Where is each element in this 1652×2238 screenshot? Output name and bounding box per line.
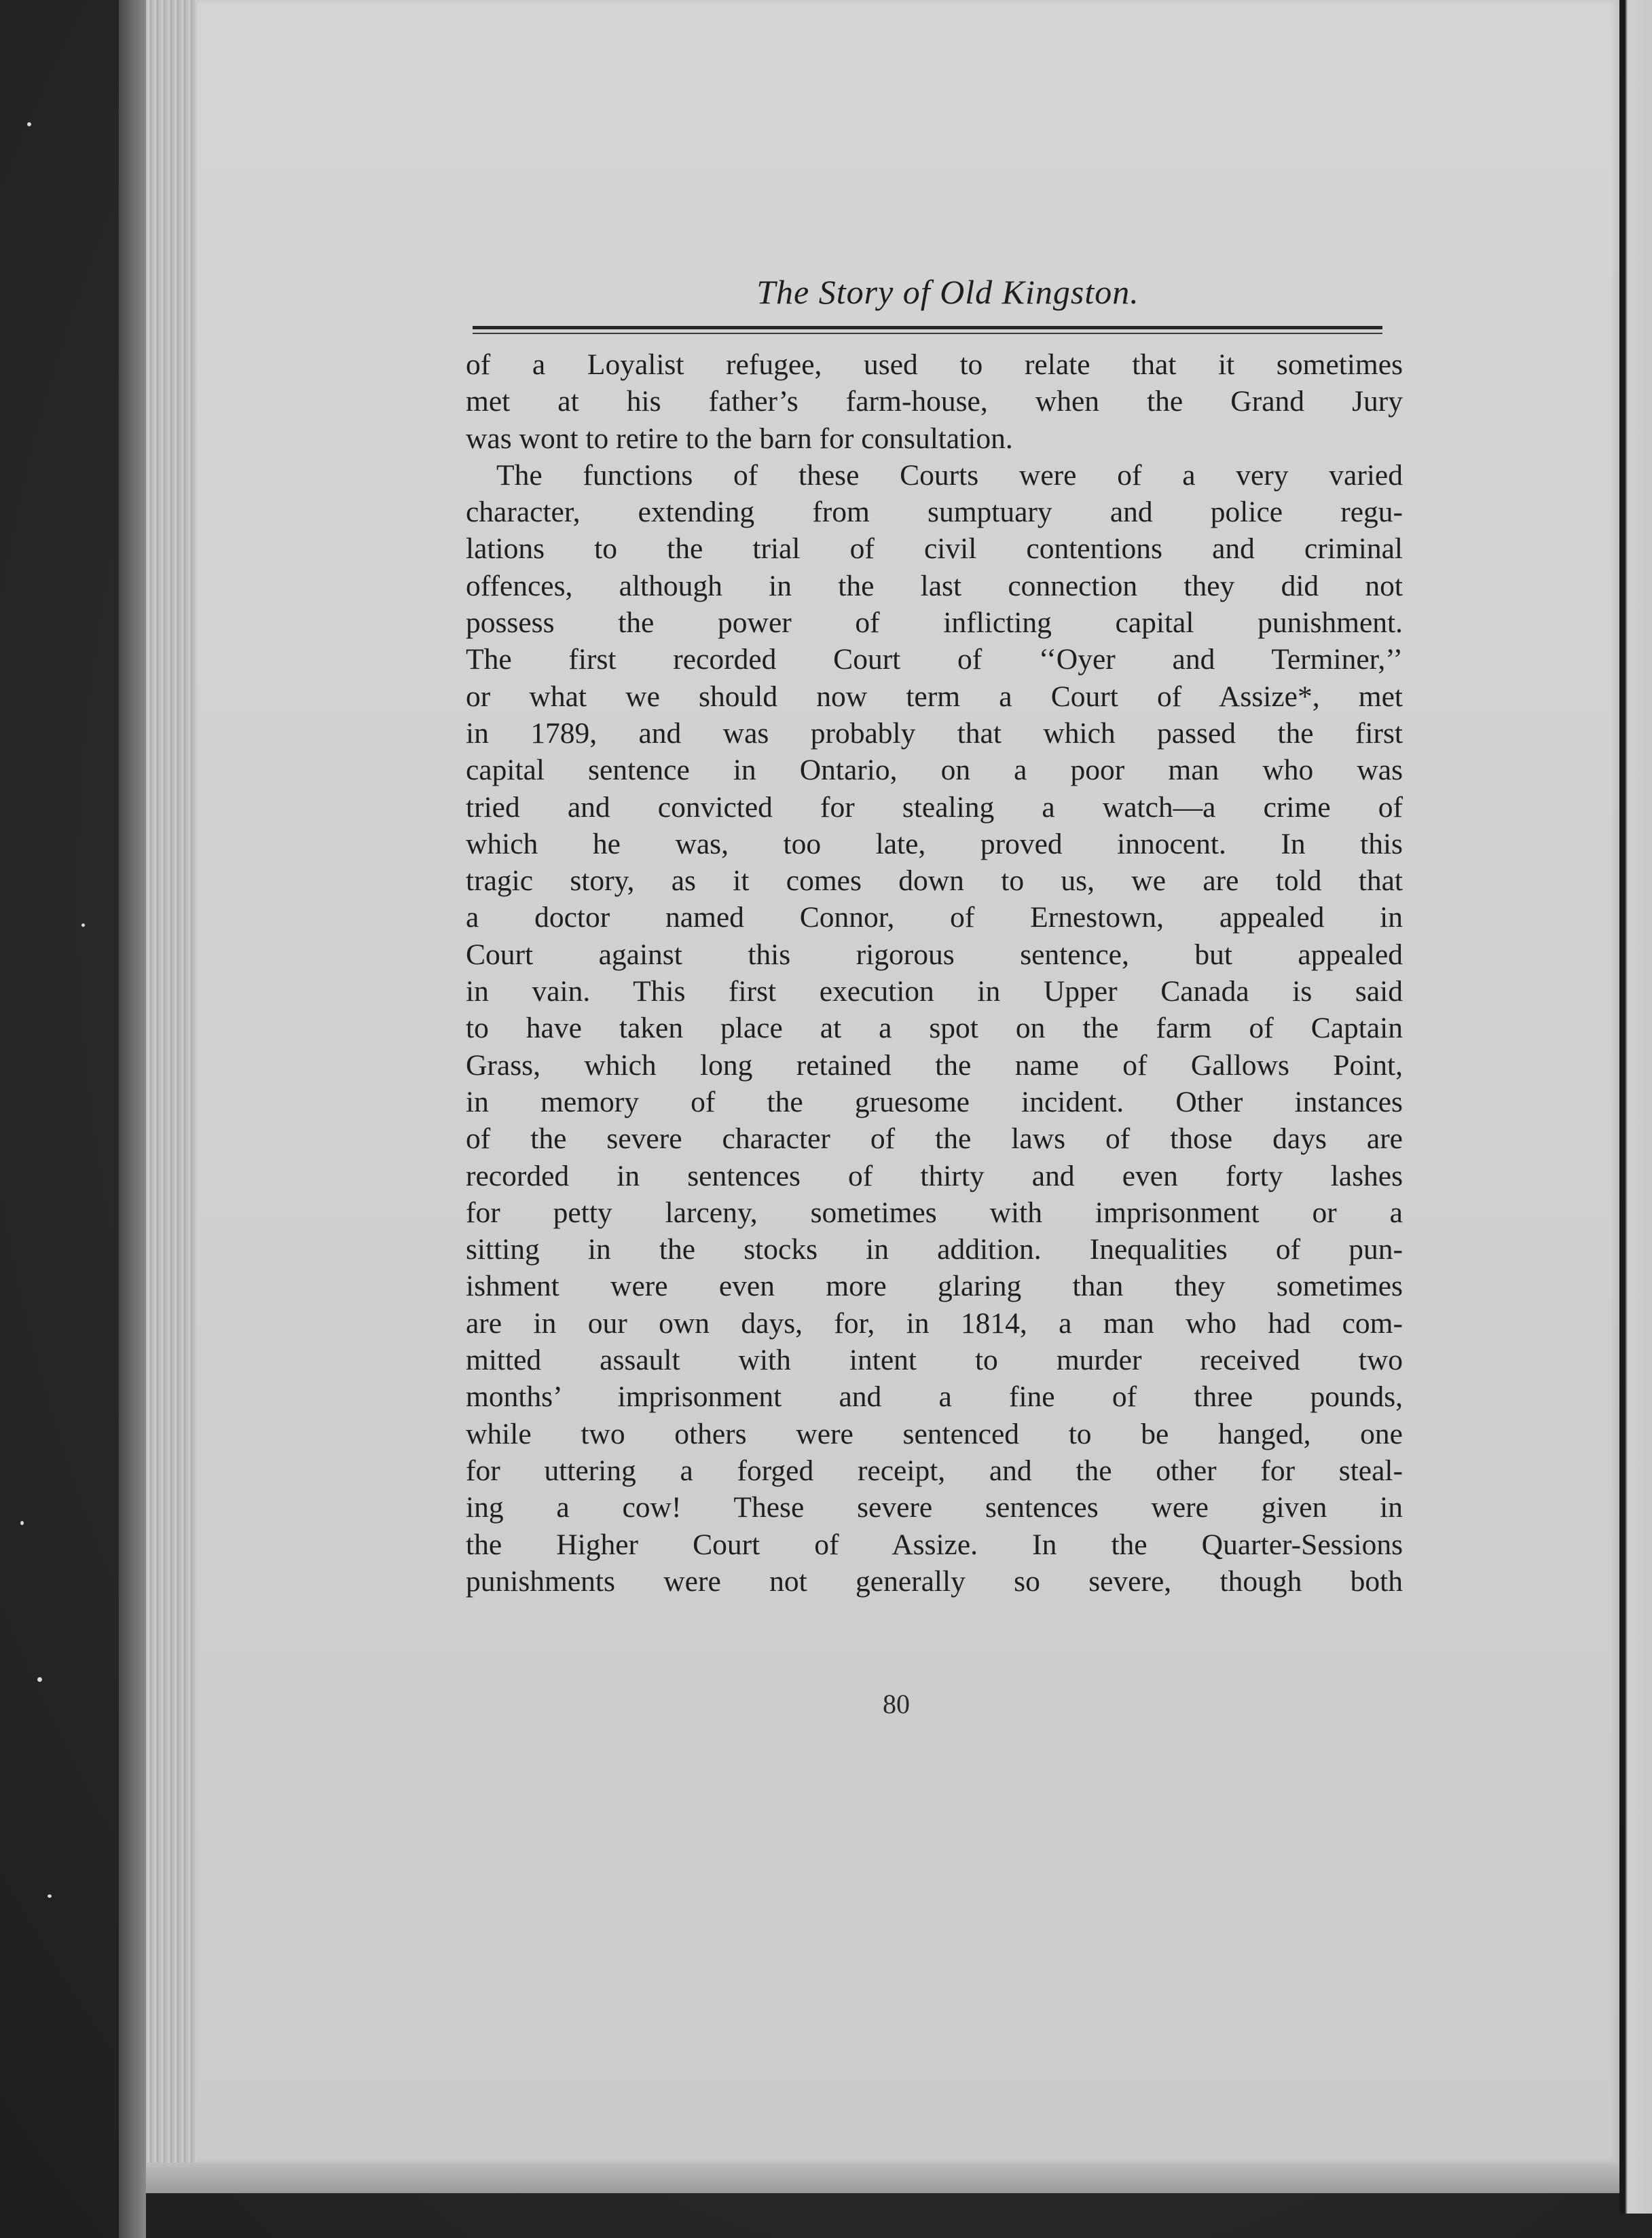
dust-speck xyxy=(37,1677,42,1682)
text-line: the Higher Court of Assize. In the Quarter-Sessions xyxy=(466,1528,1403,1561)
text-line: Court against this rigorous sentence, but appealed xyxy=(466,938,1403,971)
text-line: was wont to retire to the barn for consultation. xyxy=(466,422,1013,455)
text-line: Grass, which long retained the name of Gallows Point, xyxy=(466,1048,1403,1082)
text-line: a doctor named Connor, of Ernestown, appealed in xyxy=(466,901,1403,934)
text-line: offences, although in the last connection they did not xyxy=(466,569,1403,602)
text-line: in memory of the gruesome incident. Other instances xyxy=(466,1085,1403,1118)
body-text xyxy=(466,346,1403,1600)
text-line: ishment were even more glaring than they sometimes xyxy=(466,1270,1403,1303)
text-line: mitted assault with intent to murder received two xyxy=(466,1344,1403,1377)
text-line: met at his father’s farm-house, when the Grand Jury xyxy=(466,385,1403,418)
binding-shadow xyxy=(119,0,146,2238)
header-rule-thin xyxy=(473,333,1382,334)
text-line: lations to the trial of civil contentions and criminal xyxy=(466,532,1403,566)
text-line: The first recorded Court of ‘‘Oyer and Terminer,’’ xyxy=(466,643,1403,676)
text-line: sitting in the stocks in addition. Inequalities of pun- xyxy=(466,1233,1403,1266)
page-edge-stack xyxy=(146,0,198,2193)
text-line: The functions of these Courts were of a very varied xyxy=(496,458,1403,492)
header-rule-thick xyxy=(473,326,1382,329)
text-line: while two others were sentenced to be hanged, one xyxy=(466,1417,1403,1450)
running-head: The Story of Old Kingston. xyxy=(756,273,1139,311)
text-line: of a Loyalist refugee, used to relate that it sometimes xyxy=(466,348,1403,381)
text-line: which he was, too late, proved innocent. In this xyxy=(466,827,1403,860)
dust-speck xyxy=(20,1521,24,1525)
text-line: for petty larceny, sometimes with imprisonment or a xyxy=(466,1196,1403,1229)
dust-speck xyxy=(81,923,85,927)
text-line: tragic story, as it comes down to us, we are told that xyxy=(466,864,1403,898)
dust-speck xyxy=(27,122,31,126)
text-line: recorded in sentences of thirty and even forty lashes xyxy=(466,1159,1403,1192)
text-line: or what we should now term a Court of Assize*, met xyxy=(466,680,1403,713)
page-number: 80 xyxy=(883,1689,910,1719)
text-line: possess the power of inflicting capital punishment. xyxy=(466,606,1403,640)
text-line: months’ imprisonment and a fine of three pounds, xyxy=(466,1380,1403,1414)
text-line: of the severe character of the laws of those days are xyxy=(466,1122,1403,1156)
text-line: in vain. This first execution in Upper Canada is said xyxy=(466,975,1403,1008)
text-line: punishments were not generally so severe, though both xyxy=(466,1564,1403,1598)
text-line: are in our own days, for, in 1814, a man who had com- xyxy=(466,1306,1403,1340)
text-line: for uttering a forged receipt, and the other for steal- xyxy=(466,1454,1403,1487)
text-line: capital sentence in Ontario, on a poor man who was xyxy=(466,754,1403,787)
text-line: ing a cow! These severe sentences were given in xyxy=(466,1491,1403,1524)
text-line: tried and convicted for stealing a watch—a crime of xyxy=(466,790,1403,824)
dust-speck xyxy=(48,1894,52,1898)
text-line: character, extending from sumptuary and police regu- xyxy=(466,496,1403,529)
text-line: to have taken place at a spot on the farm of Captain xyxy=(466,1012,1403,1045)
page-bottom-edge xyxy=(146,2163,1619,2193)
text-block xyxy=(466,272,1403,1600)
facing-page-edge xyxy=(1619,0,1652,2214)
text-line: in 1789, and was probably that which passed the first xyxy=(466,716,1403,750)
